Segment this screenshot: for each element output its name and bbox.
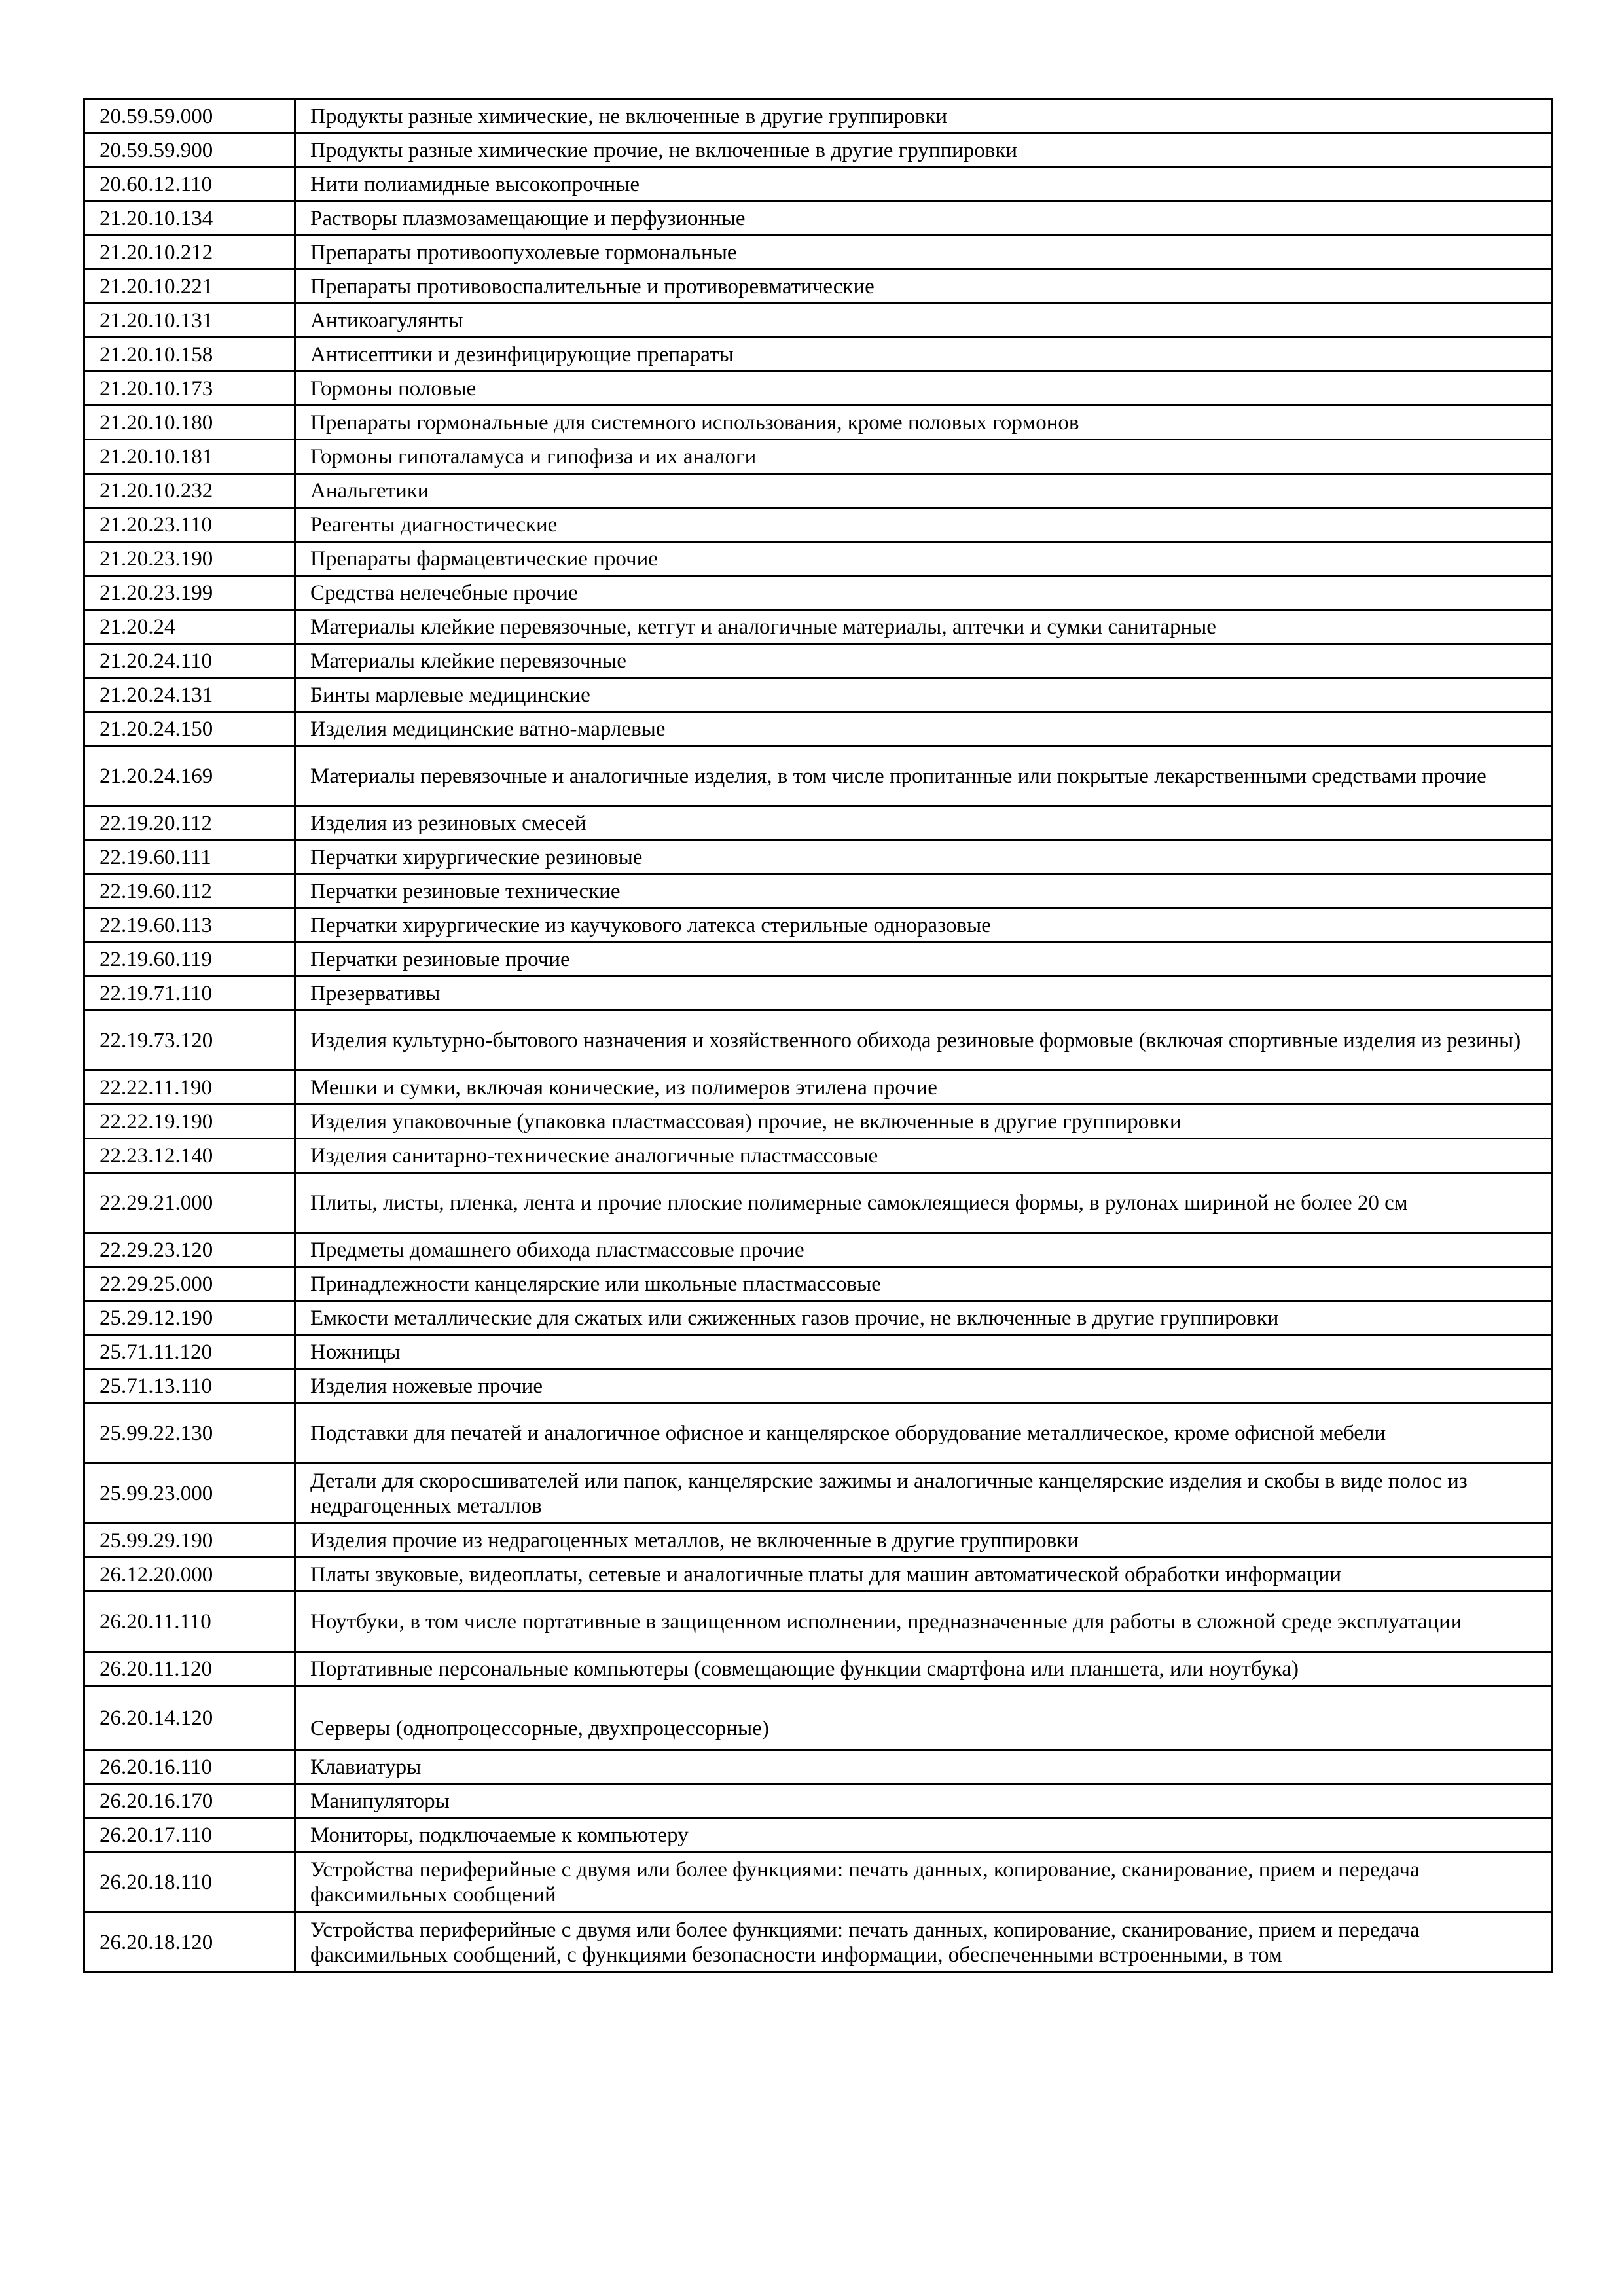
table-row — [84, 1173, 1552, 1233]
table-row — [84, 1139, 1552, 1173]
code-cell: 21.20.10.180 — [84, 406, 295, 440]
table-row — [84, 134, 1552, 168]
description-cell: Мешки и сумки, включая конические, из полимеров этилена прочие — [295, 1071, 1552, 1105]
description-cell: Изделия санитарно-технические аналогичные пластмассовые — [295, 1139, 1552, 1173]
code-cell: 26.20.18.110 — [84, 1852, 295, 1912]
table-row — [84, 372, 1552, 406]
table-row — [84, 270, 1552, 304]
table-row — [84, 1301, 1552, 1335]
description-cell: Ноутбуки, в том числе портативные в защищенном исполнении, предназначенные для работы в сложной среде эксплуатации — [295, 1592, 1552, 1652]
description-cell: Емкости металлические для сжатых или сжиженных газов прочие, не включенные в другие группировки — [295, 1301, 1552, 1335]
code-cell: 22.23.12.140 — [84, 1139, 295, 1173]
description-cell: Изделия культурно-бытового назначения и хозяйственного обихода резиновые формовые (включая спортивные изделия из резины) — [295, 1011, 1552, 1071]
table-row — [84, 1233, 1552, 1267]
description-cell: Ножницы — [295, 1335, 1552, 1369]
table-row — [84, 1463, 1552, 1524]
table-row — [84, 202, 1552, 236]
description-cell: Изделия упаковочные (упаковка пластмассовая) прочие, не включенные в другие группировки — [295, 1105, 1552, 1139]
table-row — [84, 236, 1552, 270]
code-cell: 21.20.24.169 — [84, 746, 295, 806]
table-row — [84, 440, 1552, 474]
code-cell: 25.71.11.120 — [84, 1335, 295, 1369]
code-cell: 26.20.18.120 — [84, 1912, 295, 1973]
code-cell: 21.20.10.212 — [84, 236, 295, 270]
code-cell: 21.20.23.199 — [84, 576, 295, 610]
description-cell: Препараты противовоспалительные и противоревматические — [295, 270, 1552, 304]
table-row — [84, 406, 1552, 440]
description-cell: Мониторы, подключаемые к компьютеру — [295, 1818, 1552, 1852]
code-cell: 22.29.25.000 — [84, 1267, 295, 1301]
description-cell: Манипуляторы — [295, 1784, 1552, 1818]
code-cell: 20.60.12.110 — [84, 168, 295, 202]
code-cell: 21.20.10.134 — [84, 202, 295, 236]
code-cell: 21.20.24.150 — [84, 712, 295, 746]
description-cell: Серверы (однопроцессорные, двухпроцессорные) — [295, 1686, 1552, 1750]
table-row — [84, 1652, 1552, 1686]
code-cell: 21.20.10.173 — [84, 372, 295, 406]
description-cell: Реагенты диагностические — [295, 508, 1552, 542]
description-cell: Принадлежности канцелярские или школьные пластмассовые — [295, 1267, 1552, 1301]
table-row — [84, 508, 1552, 542]
code-cell: 22.19.20.112 — [84, 806, 295, 840]
code-cell: 21.20.10.232 — [84, 474, 295, 508]
description-cell: Материалы клейкие перевязочные, кетгут и аналогичные материалы, аптечки и сумки санитарные — [295, 610, 1552, 644]
description-cell: Продукты разные химические прочие, не включенные в другие группировки — [295, 134, 1552, 168]
code-cell: 26.20.16.110 — [84, 1750, 295, 1784]
table-row — [84, 1524, 1552, 1558]
description-cell: Антикоагулянты — [295, 304, 1552, 338]
table-row — [84, 1852, 1552, 1912]
table-row — [84, 1784, 1552, 1818]
description-cell: Бинты марлевые медицинские — [295, 678, 1552, 712]
table-row — [84, 1369, 1552, 1403]
description-cell: Препараты фармацевтические прочие — [295, 542, 1552, 576]
description-cell: Изделия ножевые прочие — [295, 1369, 1552, 1403]
description-cell: Презервативы — [295, 977, 1552, 1011]
description-cell: Устройства периферийные с двумя или более функциями: печать данных, копирование, сканирование, прием и передача факсимильных сообщений — [295, 1852, 1552, 1912]
code-cell: 21.20.10.158 — [84, 338, 295, 372]
table-row — [84, 1592, 1552, 1652]
description-cell: Изделия прочие из недрагоценных металлов, не включенные в другие группировки — [295, 1524, 1552, 1558]
code-cell: 22.19.60.119 — [84, 942, 295, 977]
code-cell: 25.99.29.190 — [84, 1524, 295, 1558]
code-cell: 25.99.23.000 — [84, 1463, 295, 1524]
code-cell: 22.29.21.000 — [84, 1173, 295, 1233]
code-cell: 20.59.59.900 — [84, 134, 295, 168]
description-cell: Материалы перевязочные и аналогичные изделия, в том числе пропитанные или покрытые лекарственными средствами прочие — [295, 746, 1552, 806]
code-cell: 25.29.12.190 — [84, 1301, 295, 1335]
code-cell: 21.20.10.221 — [84, 270, 295, 304]
code-cell: 21.20.24.110 — [84, 644, 295, 678]
code-cell: 21.20.10.181 — [84, 440, 295, 474]
table-row — [84, 712, 1552, 746]
table-row — [84, 610, 1552, 644]
description-cell: Устройства периферийные с двумя или более функциями: печать данных, копирование, сканирование, прием и передача факсимильных сообщений, с функциями безопасности информации, обеспеченными встроенными, в том — [295, 1912, 1552, 1973]
description-cell: Клавиатуры — [295, 1750, 1552, 1784]
code-cell: 22.19.71.110 — [84, 977, 295, 1011]
description-cell: Гормоны половые — [295, 372, 1552, 406]
code-cell: 22.22.11.190 — [84, 1071, 295, 1105]
table-row — [84, 1071, 1552, 1105]
table-row — [84, 304, 1552, 338]
table-row — [84, 908, 1552, 942]
description-cell: Перчатки хирургические резиновые — [295, 840, 1552, 874]
description-cell: Подставки для печатей и аналогичное офисное и канцелярское оборудование металлическое, кроме офисной мебели — [295, 1403, 1552, 1463]
description-cell: Перчатки хирургические из каучукового латекса стерильные одноразовые — [295, 908, 1552, 942]
table-row — [84, 840, 1552, 874]
code-cell: 21.20.24.131 — [84, 678, 295, 712]
table-row — [84, 542, 1552, 576]
table-row — [84, 576, 1552, 610]
table-row — [84, 1686, 1552, 1750]
code-cell: 26.20.17.110 — [84, 1818, 295, 1852]
code-cell: 26.12.20.000 — [84, 1558, 295, 1592]
table-row — [84, 168, 1552, 202]
code-cell: 22.22.19.190 — [84, 1105, 295, 1139]
table-row — [84, 474, 1552, 508]
code-cell: 22.19.73.120 — [84, 1011, 295, 1071]
description-cell: Перчатки резиновые прочие — [295, 942, 1552, 977]
code-cell: 26.20.11.110 — [84, 1592, 295, 1652]
description-cell: Изделия из резиновых смесей — [295, 806, 1552, 840]
code-cell: 26.20.11.120 — [84, 1652, 295, 1686]
table-row — [84, 1818, 1552, 1852]
code-cell: 25.71.13.110 — [84, 1369, 295, 1403]
description-cell: Анальгетики — [295, 474, 1552, 508]
code-cell: 22.19.60.112 — [84, 874, 295, 908]
description-cell: Антисептики и дезинфицирующие препараты — [295, 338, 1552, 372]
table-row — [84, 1403, 1552, 1463]
description-cell: Препараты противоопухолевые гормональные — [295, 236, 1552, 270]
table-row — [84, 977, 1552, 1011]
description-cell: Перчатки резиновые технические — [295, 874, 1552, 908]
table-row — [84, 678, 1552, 712]
table-row — [84, 99, 1552, 134]
table-row — [84, 942, 1552, 977]
description-cell: Платы звуковые, видеоплаты, сетевые и аналогичные платы для машин автоматической обработки информации — [295, 1558, 1552, 1592]
description-cell: Детали для скоросшивателей или папок, канцелярские зажимы и аналогичные канцелярские изделия и скобы в виде полос из недрагоценных металлов — [295, 1463, 1552, 1524]
table-row — [84, 1105, 1552, 1139]
code-cell: 21.20.24 — [84, 610, 295, 644]
table-row — [84, 1750, 1552, 1784]
description-cell: Предметы домашнего обихода пластмассовые прочие — [295, 1233, 1552, 1267]
description-cell: Изделия медицинские ватно-марлевые — [295, 712, 1552, 746]
description-cell: Гормоны гипоталамуса и гипофиза и их аналоги — [295, 440, 1552, 474]
code-cell: 25.99.22.130 — [84, 1403, 295, 1463]
code-cell: 22.29.23.120 — [84, 1233, 295, 1267]
table-row — [84, 806, 1552, 840]
description-cell: Портативные персональные компьютеры (совмещающие функции смартфона или планшета, или ноутбука) — [295, 1652, 1552, 1686]
code-cell: 22.19.60.113 — [84, 908, 295, 942]
description-cell: Препараты гормональные для системного использования, кроме половых гормонов — [295, 406, 1552, 440]
table-row — [84, 1912, 1552, 1973]
code-cell: 21.20.10.131 — [84, 304, 295, 338]
table-row — [84, 644, 1552, 678]
code-cell: 26.20.14.120 — [84, 1686, 295, 1750]
code-cell: 22.19.60.111 — [84, 840, 295, 874]
code-cell: 20.59.59.000 — [84, 99, 295, 134]
table-row — [84, 1558, 1552, 1592]
table-row — [84, 746, 1552, 806]
table-row — [84, 1335, 1552, 1369]
code-cell: 21.20.23.190 — [84, 542, 295, 576]
okpd-codes-table — [83, 98, 1553, 1973]
description-cell: Нити полиамидные высокопрочные — [295, 168, 1552, 202]
table-row — [84, 338, 1552, 372]
description-cell: Материалы клейкие перевязочные — [295, 644, 1552, 678]
code-cell: 21.20.23.110 — [84, 508, 295, 542]
table-row — [84, 1011, 1552, 1071]
description-cell: Растворы плазмозамещающие и перфузионные — [295, 202, 1552, 236]
table-row — [84, 874, 1552, 908]
description-cell: Средства нелечебные прочие — [295, 576, 1552, 610]
code-cell: 26.20.16.170 — [84, 1784, 295, 1818]
table-row — [84, 1267, 1552, 1301]
description-cell: Плиты, листы, пленка, лента и прочие плоские полимерные самоклеящиеся формы, в рулонах шириной не более 20 см — [295, 1173, 1552, 1233]
description-cell: Продукты разные химические, не включенные в другие группировки — [295, 99, 1552, 134]
